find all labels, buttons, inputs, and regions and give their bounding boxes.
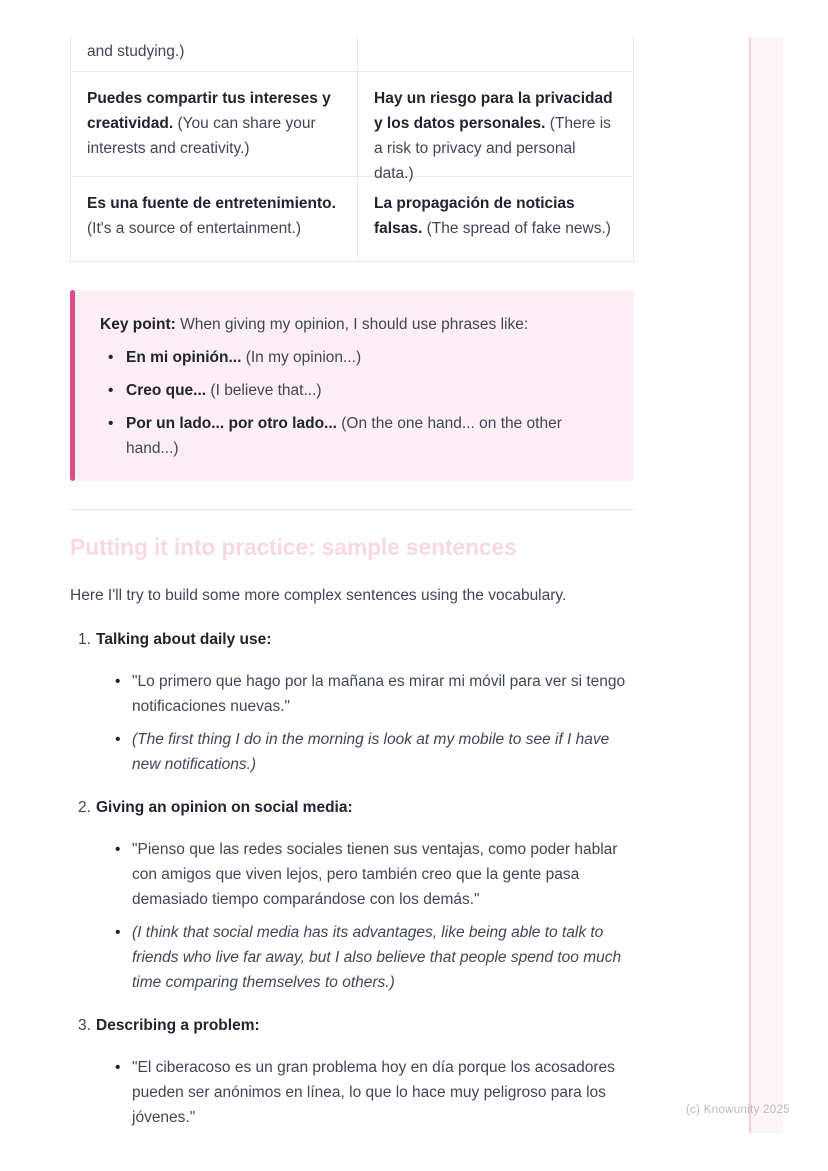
list-number: 2. — [78, 799, 91, 816]
table-cell — [357, 177, 633, 261]
bullet-item-translation: • (The first thing I do in the morning is look at my mobile to see if I have new notifications.) — [70, 727, 634, 777]
callout-lead-text: When giving my opinion, I should use phrases like: — [175, 316, 529, 333]
list-item-heading — [70, 795, 634, 820]
phrase-en: (In my opinion...) — [241, 349, 362, 366]
table-row — [71, 37, 633, 71]
list-number: 1. — [78, 631, 91, 648]
list-item — [70, 795, 634, 995]
list-item-title: Describing a problem: — [96, 1017, 260, 1034]
list-item-title: Giving an opinion on social media: — [96, 799, 353, 816]
table-row — [71, 176, 633, 261]
table-cell — [357, 72, 633, 182]
phrase-es: En mi opinión... — [126, 349, 242, 366]
list-item — [70, 1013, 634, 1130]
cell-term: Es una fuente de entretenimiento. — [87, 195, 336, 212]
cell-translation: (There is a risk to privacy and personal data.) — [374, 115, 611, 182]
list-item-title: Talking about daily use: — [96, 631, 272, 648]
cell-text: and studying.) — [87, 43, 185, 60]
list-number: 3. — [78, 1017, 91, 1034]
sub-bullet-list — [70, 669, 634, 777]
cell-term: La propagación de noticias falsas. — [374, 195, 575, 237]
page-edge-line — [749, 37, 751, 1133]
phrase-es: Por un lado... por otro lado... — [126, 415, 337, 432]
list-item-heading — [70, 1013, 634, 1038]
table-cell — [71, 177, 357, 261]
cell-translation: (You can share your interests and creativity.) — [87, 115, 316, 157]
list-item-heading — [70, 627, 634, 652]
callout-lead — [100, 312, 604, 337]
page-edge-band — [751, 37, 783, 1133]
intro-paragraph: Here I'll try to build some more complex sentences using the vocabulary. — [70, 587, 567, 604]
vocab-table — [70, 37, 634, 262]
list-item — [100, 345, 604, 370]
list-item — [70, 627, 634, 777]
callout-accent-bar — [70, 290, 75, 481]
phrase-en: (I believe that...) — [206, 382, 322, 399]
table-cell — [71, 37, 357, 71]
list-item — [100, 378, 604, 403]
cell-term: Puedes compartir tus intereses y creatividad. — [87, 90, 331, 132]
callout-lead-label: Key point: — [100, 316, 176, 333]
document-page — [70, 37, 634, 1130]
bullet-item-translation: • (I think that social media has its advantages, like being able to talk to friends who live far away, but I also believe that people spend too much time comparing themselves to others.) — [70, 920, 634, 995]
bullet-item: • "El ciberacoso es un gran problema hoy en día porque los acosadores pueden ser anónimos en línea, lo que lo hace muy peligroso para los jóvenes." — [70, 1055, 634, 1130]
cell-translation: (The spread of fake news.) — [422, 220, 611, 237]
sub-bullet-list — [70, 1055, 634, 1130]
phrase-es: Creo que... — [126, 382, 207, 399]
key-point-callout — [70, 290, 634, 481]
cell-translation: (It's a source of entertainment.) — [87, 220, 302, 237]
bullet-item: • "Pienso que las redes sociales tienen sus ventajas, como poder hablar con amigos que viven lejos, pero también creo que la gente pasa demasiado tiempo comparándose con los demás." — [70, 837, 634, 912]
practice-list — [70, 627, 634, 1130]
bullet-item: • "Lo primero que hago por la mañana es mirar mi móvil para ver si tengo notificaciones nuevas." — [70, 669, 634, 719]
table-cell — [357, 37, 633, 71]
cell-term: Hay un riesgo para la privacidad y los datos personales. — [374, 90, 613, 132]
phrase-en: (On the one hand... on the other hand...) — [126, 415, 562, 457]
watermark: (c) Knowunity 2025 — [686, 1104, 790, 1116]
section-heading: Putting it into practice: sample sentences — [70, 534, 517, 560]
table-cell — [71, 72, 357, 176]
callout-list — [100, 345, 604, 461]
table-row — [71, 71, 633, 182]
list-item — [100, 411, 604, 461]
sub-bullet-list — [70, 837, 634, 995]
section-divider — [70, 509, 634, 510]
